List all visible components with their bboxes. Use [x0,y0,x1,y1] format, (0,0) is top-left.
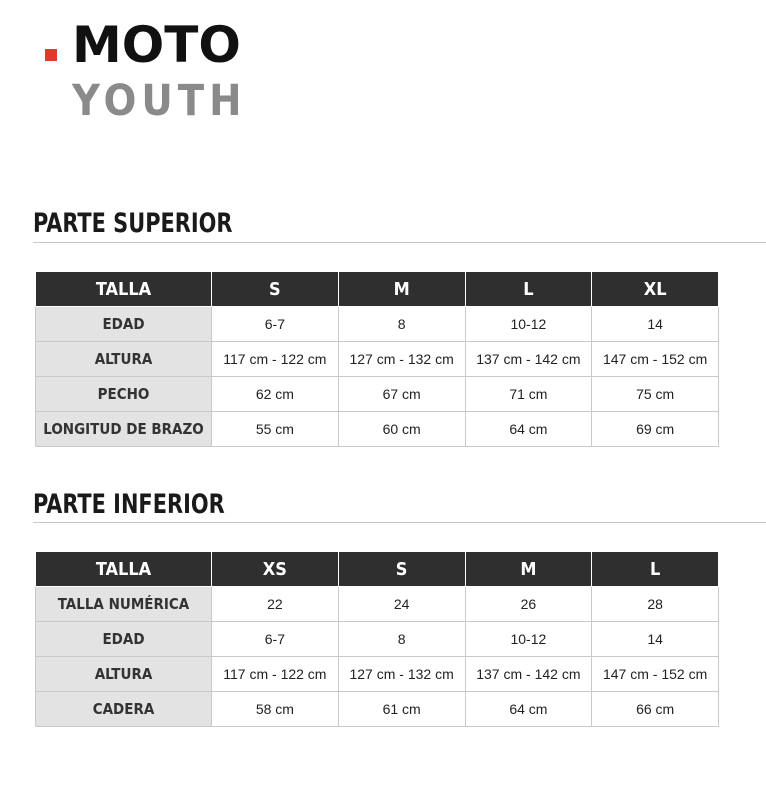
row-label: CADERA [36,692,212,727]
table-header-row [36,552,719,587]
table-cell: 147 cm - 152 cm [592,657,719,692]
header-cell-size-label: TALLA [36,552,212,587]
header-cell-size: S [212,272,339,307]
table-cell: 137 cm - 142 cm [465,657,592,692]
header-cell-size: L [592,552,719,587]
header-cell-size: L [465,272,592,307]
size-table-top [35,271,719,447]
header-cell-size: M [338,272,465,307]
table-row [36,657,719,692]
header-cell-size: M [465,552,592,587]
row-label: EDAD [36,307,212,342]
table-cell: 66 cm [592,692,719,727]
table-row [36,587,719,622]
table-row [36,377,719,412]
table-cell: 10-12 [465,622,592,657]
table-row [36,307,719,342]
table-cell: 60 cm [338,412,465,447]
table-cell: 61 cm [338,692,465,727]
table-cell: 26 [465,587,592,622]
header-cell-size: S [338,552,465,587]
table-cell: 10-12 [465,307,592,342]
table-cell: 147 cm - 152 cm [592,342,719,377]
table-cell: 127 cm - 132 cm [338,342,465,377]
row-label: TALLA NUMÉRICA [36,587,212,622]
row-label: PECHO [36,377,212,412]
row-label: ALTURA [36,342,212,377]
table-cell: 8 [338,622,465,657]
logo-subline-text: YOUTH [72,76,247,126]
row-label: LONGITUD DE BRAZO [36,412,212,447]
table-row [36,622,719,657]
section-title-bottom: PARTE INFERIOR [33,489,225,520]
table-cell: 14 [592,622,719,657]
table-cell: 14 [592,307,719,342]
section-divider-top [33,242,766,243]
table-row [36,692,719,727]
header-cell-size: XL [592,272,719,307]
table-cell: 71 cm [465,377,592,412]
section-title-top: PARTE SUPERIOR [33,208,233,239]
table-cell: 58 cm [212,692,339,727]
table-cell: 127 cm - 132 cm [338,657,465,692]
table-header-row [36,272,719,307]
table-cell: 67 cm [338,377,465,412]
row-label: EDAD [36,622,212,657]
table-cell: 55 cm [212,412,339,447]
table-cell: 6-7 [212,622,339,657]
header-cell-size: XS [212,552,339,587]
table-cell: 117 cm - 122 cm [212,342,339,377]
table-cell: 8 [338,307,465,342]
logo-brand-text: MOTO [72,16,241,74]
table-cell: 64 cm [465,692,592,727]
table-cell: 22 [212,587,339,622]
row-label: ALTURA [36,657,212,692]
table-row [36,342,719,377]
table-cell: 137 cm - 142 cm [465,342,592,377]
size-table-bottom [35,551,719,727]
table-cell: 64 cm [465,412,592,447]
table-cell: 75 cm [592,377,719,412]
table-cell: 62 cm [212,377,339,412]
table-row [36,412,719,447]
table-cell: 28 [592,587,719,622]
table-cell: 24 [338,587,465,622]
table-cell: 117 cm - 122 cm [212,657,339,692]
table-cell: 69 cm [592,412,719,447]
header-cell-size-label: TALLA [36,272,212,307]
section-divider-bottom [33,522,766,523]
logo-accent-square [45,49,57,61]
table-cell: 6-7 [212,307,339,342]
